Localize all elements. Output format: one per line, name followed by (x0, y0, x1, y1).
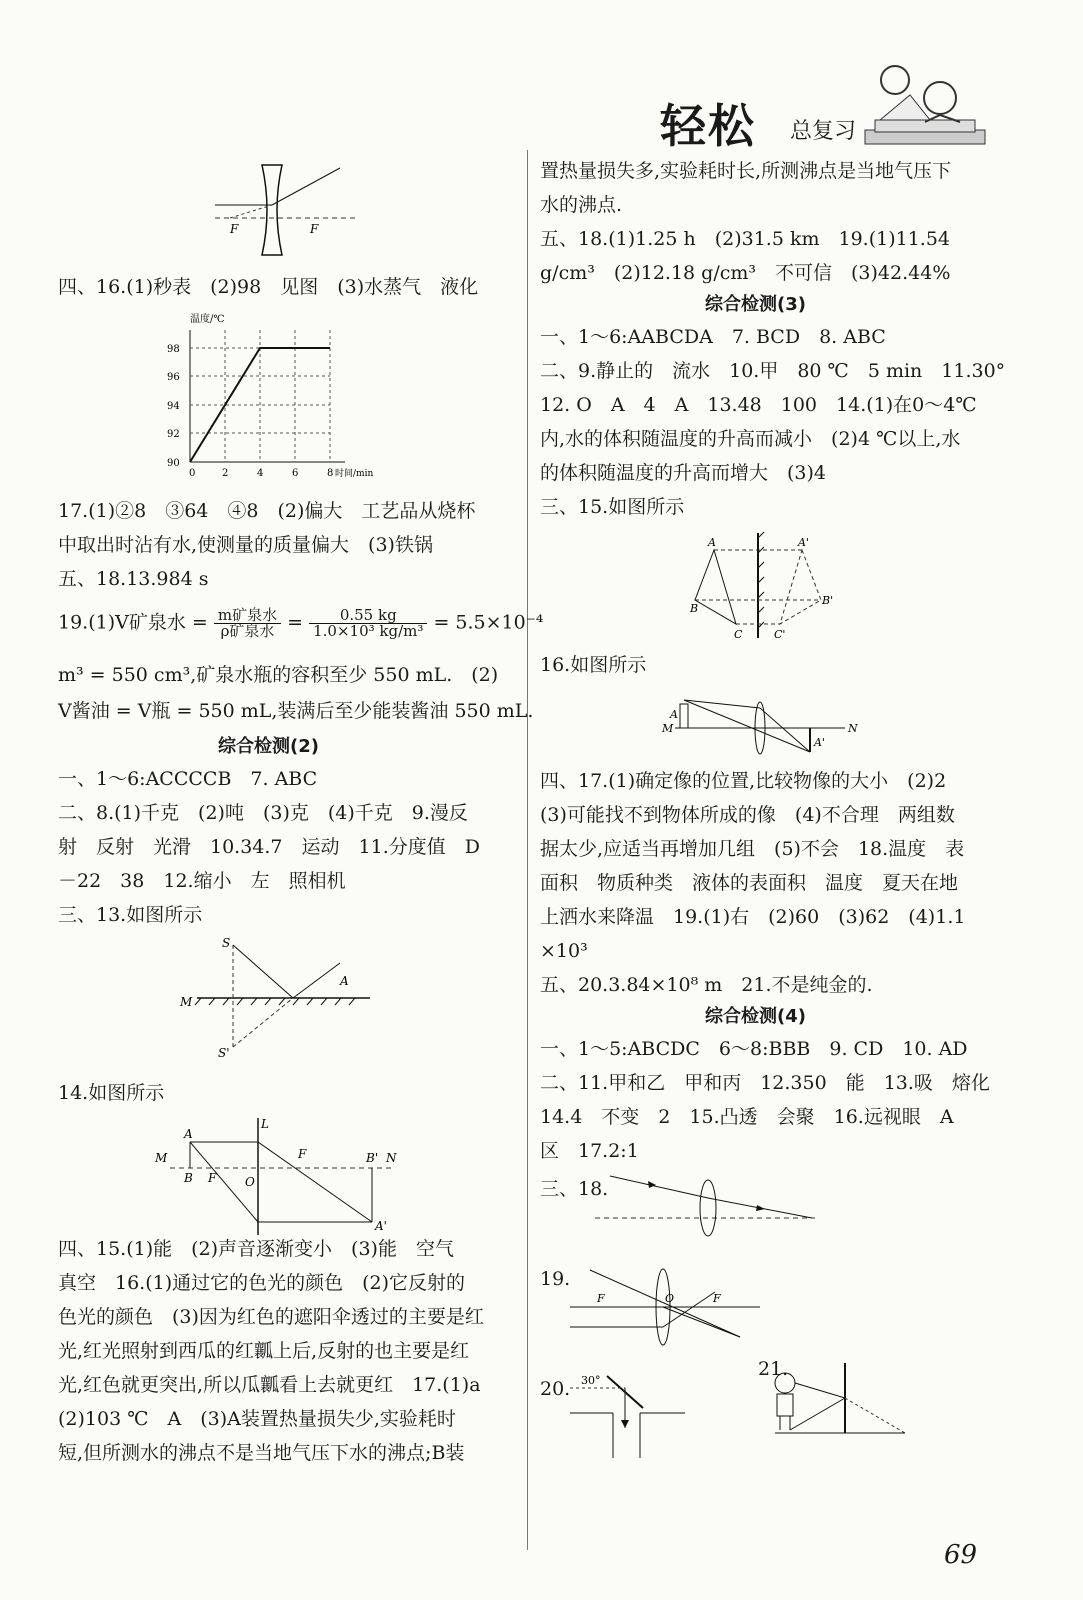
q19-line2: m³ = 550 cm³,矿泉水瓶的容积至少 550 mL. (2) (58, 664, 499, 686)
s4-q19-label: 19. (540, 1268, 571, 1290)
plane-mirror-figure (690, 528, 870, 643)
s2-line5: 三、13.如图所示 (58, 904, 203, 926)
mirror-reflection-figure (175, 935, 375, 1060)
svg-text:A': A' (375, 1219, 387, 1233)
brand-subtitle: 总复习 (790, 119, 857, 144)
s3-line8: (3)可能找不到物体所成的像 (4)不合理 两组数 (540, 804, 955, 826)
s3-line13: 五、20.3.84×10⁸ m 21.不是纯金的. (540, 974, 873, 996)
svg-text:S: S (222, 936, 231, 950)
s2-line6: 四、15.(1)能 (2)声音逐渐变小 (3)能 空气 (58, 1238, 454, 1260)
svg-text:A: A (708, 536, 716, 549)
r-line4: g/cm³ (2)12.18 g/cm³ 不可信 (3)42.44% (540, 262, 951, 284)
page-number: 69 (944, 1540, 978, 1570)
svg-text:94: 94 (167, 401, 180, 412)
svg-text:6: 6 (292, 468, 299, 479)
svg-text:M: M (180, 995, 193, 1009)
s3-line3: 12. O A 4 A 13.48 100 14.(1)在0～4℃ (540, 394, 977, 416)
s2-line3: 射 反射 光滑 10.34.7 运动 11.分度值 D (58, 836, 480, 858)
svg-text:A: A (670, 708, 678, 721)
s4-q20-label: 20. (540, 1378, 571, 1400)
svg-text:98: 98 (167, 344, 180, 355)
svg-text:F: F (713, 1292, 721, 1305)
svg-text:L: L (261, 1117, 269, 1131)
s3-line12: ×10³ (540, 940, 588, 962)
s4-line3: 14.4 不变 2 15.凸透 会聚 16.远视眼 A (540, 1106, 954, 1128)
svg-text:B: B (690, 602, 699, 615)
svg-text:A': A' (814, 736, 825, 749)
svg-text:M: M (155, 1151, 168, 1165)
svg-text:S': S' (218, 1046, 230, 1060)
header (640, 60, 1000, 153)
section2-title: 综合检测(2) (218, 736, 319, 757)
svg-text:2: 2 (222, 468, 229, 479)
s2-line11: (2)103 ℃ A (3)A装置热量损失少,实验耗时 (58, 1408, 456, 1430)
graph-ylabel: 温度/℃ (190, 314, 225, 325)
svg-text:F: F (230, 222, 239, 236)
svg-text:F: F (298, 1147, 307, 1161)
s3-line6: 三、15.如图所示 (540, 496, 685, 518)
svg-text:0: 0 (189, 468, 196, 479)
s3-line5: 的体积随温度的升高而增大 (3)4 (540, 462, 827, 484)
brand-title: 轻松 (660, 99, 756, 153)
svg-text:4: 4 (257, 468, 264, 479)
lens-projection-figure (660, 688, 860, 763)
svg-text:F: F (597, 1292, 605, 1305)
svg-text:O: O (665, 1292, 675, 1305)
q18-line: 五、18.13.984 s (58, 568, 209, 590)
svg-text:92: 92 (167, 429, 180, 440)
r-line3: 五、18.(1)1.25 h (2)31.5 km 19.(1)11.54 (540, 228, 951, 250)
svg-text:B': B' (822, 594, 834, 607)
s4-line2: 二、11.甲和乙 甲和丙 12.350 能 13.吸 熔化 (540, 1072, 990, 1094)
s4-q21-label: 21. (758, 1358, 789, 1380)
svg-text:B: B (184, 1171, 193, 1185)
q17-line1: 17.(1)②8 ③64 ④8 (2)偏大 工艺品从烧杯 (58, 500, 476, 522)
q16-line: 四、16.(1)秒表 (2)98 见图 (3)水蒸气 液化 (58, 276, 479, 298)
svg-text:8: 8 (327, 468, 334, 479)
svg-text:M: M (662, 722, 674, 735)
section4-title: 综合检测(4) (705, 1006, 806, 1027)
s2-line8: 色光的颜色 (3)因为红色的遮阳伞透过的主要是红 (58, 1306, 484, 1328)
section3-title: 综合检测(3) (705, 294, 806, 315)
s3-line4: 内,水的体积随温度的升高而减小 (2)4 ℃以上,水 (540, 428, 961, 450)
column-divider (527, 150, 528, 1550)
q19-formula: 19.(1)V矿泉水 = $\frac{\text{m矿泉水}}{\text{ρ矿泉水}}$ = $\frac{0.55 kg}{\text{1.0×10³ kg/m³}}$ = 5.5×10⁻⁴ (58, 606, 544, 640)
convex-lens-image-figure (150, 1110, 410, 1240)
q19-lens-figure (565, 1262, 765, 1352)
s2-line7: 真空 16.(1)通过它的色光的颜色 (2)它反射的 (58, 1272, 466, 1294)
s2-line10: 光,红色就更突出,所以瓜瓤看上去就更红 17.(1)a (58, 1374, 481, 1396)
s4-line4: 区 17.2:1 (540, 1140, 639, 1162)
s4-line1: 一、1～5:ABCDC 6～8:BBB 9. CD 10. AD (540, 1038, 968, 1060)
svg-text:F: F (208, 1171, 217, 1185)
svg-text:B': B' (366, 1151, 379, 1165)
q17-line2: 中取出时沾有水,使测量的质量偏大 (3)铁锅 (58, 534, 433, 556)
s3-q16: 16.如图所示 (540, 654, 647, 676)
svg-text:时间/min: 时间/min (335, 469, 374, 479)
svg-text:N: N (848, 722, 858, 735)
s3-line1: 一、1～6:AABCDA 7. BCD 8. ABC (540, 326, 886, 348)
svg-text:A: A (184, 1127, 193, 1141)
svg-text:C': C' (774, 628, 786, 641)
svg-text:N: N (386, 1151, 397, 1165)
r-line1: 置热量损失多,实验耗时长,所测沸点是当地气压下 (540, 160, 952, 182)
s3-line2: 二、9.静止的 流水 10.甲 80 ℃ 5 min 11.30° (540, 360, 1006, 382)
q21-mirror-figure (765, 1358, 915, 1443)
temperature-time-graph (165, 310, 374, 480)
s3-line7: 四、17.(1)确定像的位置,比较物像的大小 (2)2 (540, 770, 947, 792)
q20-periscope-figure (565, 1368, 705, 1463)
svg-text:A: A (340, 974, 349, 988)
s2-line4: －22 38 12.缩小 左 照相机 (58, 870, 346, 892)
svg-text:F: F (310, 222, 319, 236)
s3-line9: 据太少,应适当再增加几组 (5)不会 18.温度 表 (540, 838, 965, 860)
concave-lens-figure (210, 160, 360, 260)
r-line2: 水的沸点. (540, 194, 623, 216)
svg-text:C: C (734, 628, 743, 641)
s3-line11: 上洒水来降温 19.(1)右 (2)60 (3)62 (4)1.1 (540, 906, 966, 928)
s2-line1: 一、1～6:ACCCCB 7. ABC (58, 768, 318, 790)
s2-line12: 短,但所测水的沸点不是当地气压下水的沸点;B装 (58, 1442, 465, 1464)
q18-lens-figure (590, 1168, 820, 1238)
svg-text:30°: 30° (581, 1374, 601, 1387)
s2-line2: 二、8.(1)千克 (2)吨 (3)克 (4)千克 9.漫反 (58, 802, 468, 824)
svg-text:O: O (245, 1175, 255, 1189)
svg-text:90: 90 (167, 458, 180, 469)
s2-line9: 光,红光照射到西瓜的红瓤上后,反射的也主要是红 (58, 1340, 470, 1362)
svg-text:96: 96 (167, 372, 180, 383)
s3-line10: 面积 物质种类 液体的表面积 温度 夏天在地 (540, 872, 959, 894)
svg-text:A': A' (798, 536, 809, 549)
s2-q14: 14.如图所示 (58, 1082, 165, 1104)
s4-q18-label: 三、18. (540, 1178, 609, 1200)
q19-line3: V酱油 = V瓶 = 550 mL,装满后至少能装酱油 550 mL. (58, 700, 534, 722)
